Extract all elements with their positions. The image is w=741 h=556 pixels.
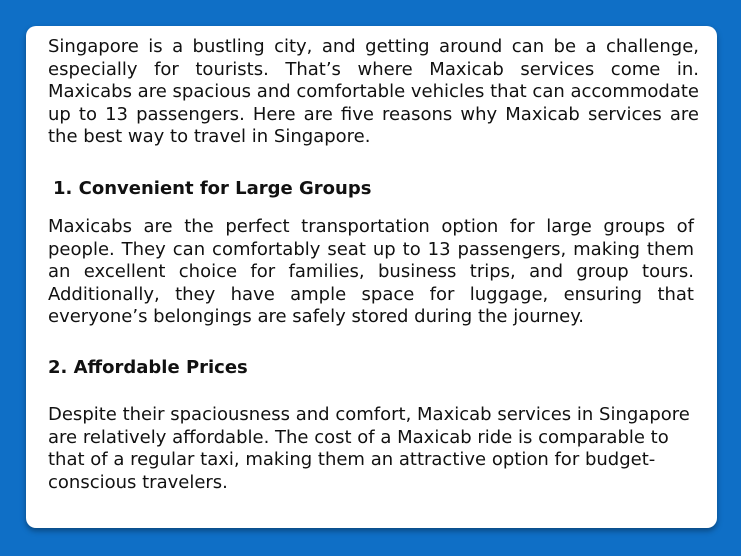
section-heading-affordable: 2. Affordable Prices <box>48 357 248 378</box>
content-card <box>26 26 717 528</box>
intro-paragraph: Singapore is a bustling city, and getting around can be a challenge, especially for tourists. That’s where Maxicab services come in. Maxicabs are spacious and comfortable vehicles that can accommodate up to 13 passengers. Here are five reasons why Maxicab services are the best way to travel in Singapore. <box>48 36 699 147</box>
section-body-convenient: Maxicabs are the perfect transportation option for large groups of people. They can comfortably seat up to 13 passengers, making them an excellent choice for families, business trips, and group tours. Additionally, they have ample space for luggage, ensuring that everyone’s belongings are safely stored during the journey. <box>48 216 694 327</box>
section-body-affordable: Despite their spaciousness and comfort, Maxicab services in Singapore are relatively affordable. The cost of a Maxicab ride is comparable to that of a regular taxi, making them an attractive option for budget-conscious travelers. <box>48 404 690 493</box>
section-heading-convenient: 1. Convenient for Large Groups <box>53 178 372 199</box>
